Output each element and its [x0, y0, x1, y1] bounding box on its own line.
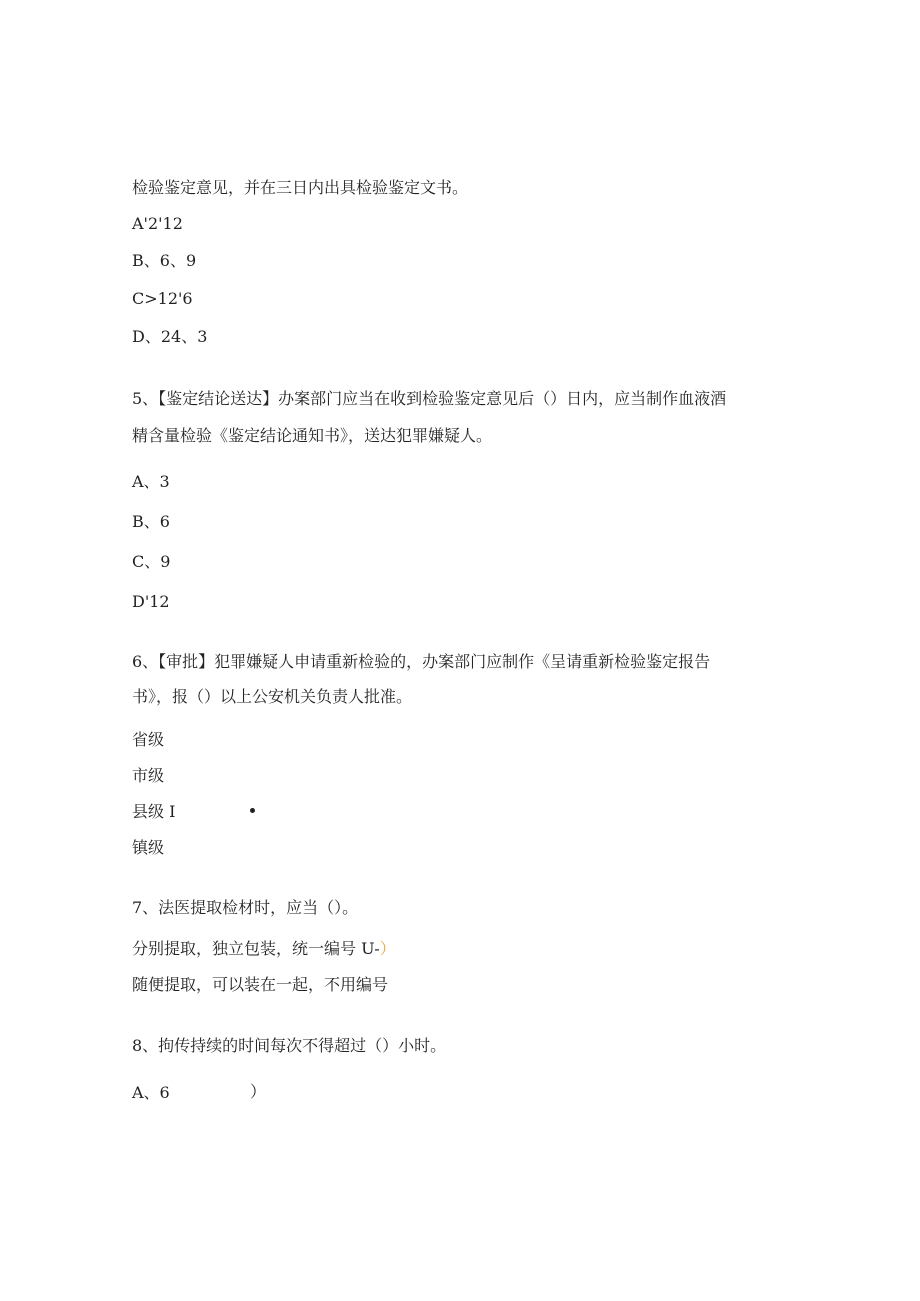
q5-option-c: C、9	[132, 552, 171, 571]
q5-stem-line1: 5、【鉴定结论送达】办案部门应当在收到检验鉴定意见后（）日内，应当制作血液酒	[132, 389, 727, 408]
q6-option-2: 市级	[132, 766, 165, 785]
q7-option-2: 随便提取，可以装在一起，不用编号	[132, 975, 389, 994]
q8-option-a: A、6	[132, 1083, 170, 1102]
q5-stem-line2: 精含量检验《鉴定结论通知书》，送达犯罪嫌疑人。	[132, 426, 493, 445]
q4-option-c: C>12'6	[132, 289, 193, 308]
q7-option-1-paren-mark: ）	[379, 939, 396, 958]
q4-stem-tail: 检验鉴定意见，并在三日内出具检验鉴定文书。	[132, 178, 469, 197]
q7-option-1	[132, 938, 396, 960]
q6-option-3: 县级 I	[132, 802, 176, 821]
q6-option-4: 镇级	[132, 838, 165, 857]
q7-stem: 7、法医提取检材时，应当（）。	[132, 898, 359, 917]
q6-stem-line1: 6、【审批】犯罪嫌疑人申请重新检验的，办案部门应制作《呈请重新检验鉴定报告	[132, 652, 711, 671]
bullet-dot-mark	[250, 808, 255, 813]
q6-option-1: 省级	[132, 730, 165, 749]
q4-option-a: A'2'12	[132, 214, 183, 233]
q6-stem-line2: 书》，报（）以上公安机关负责人批准。	[132, 687, 413, 706]
q7-option-1-text: 分别提取，独立包装，统一编号 U-	[132, 939, 380, 958]
q4-option-b: B、6、9	[132, 251, 197, 270]
q8-paren-mark: ）	[250, 1082, 267, 1101]
q5-option-d: D'12	[132, 592, 170, 611]
q5-option-b: B、6	[132, 512, 170, 531]
q4-option-d: D、24、3	[132, 327, 208, 346]
q8-stem: 8、拘传持续的时间每次不得超过（）小时。	[132, 1036, 447, 1055]
q5-option-a: A、3	[132, 472, 170, 491]
